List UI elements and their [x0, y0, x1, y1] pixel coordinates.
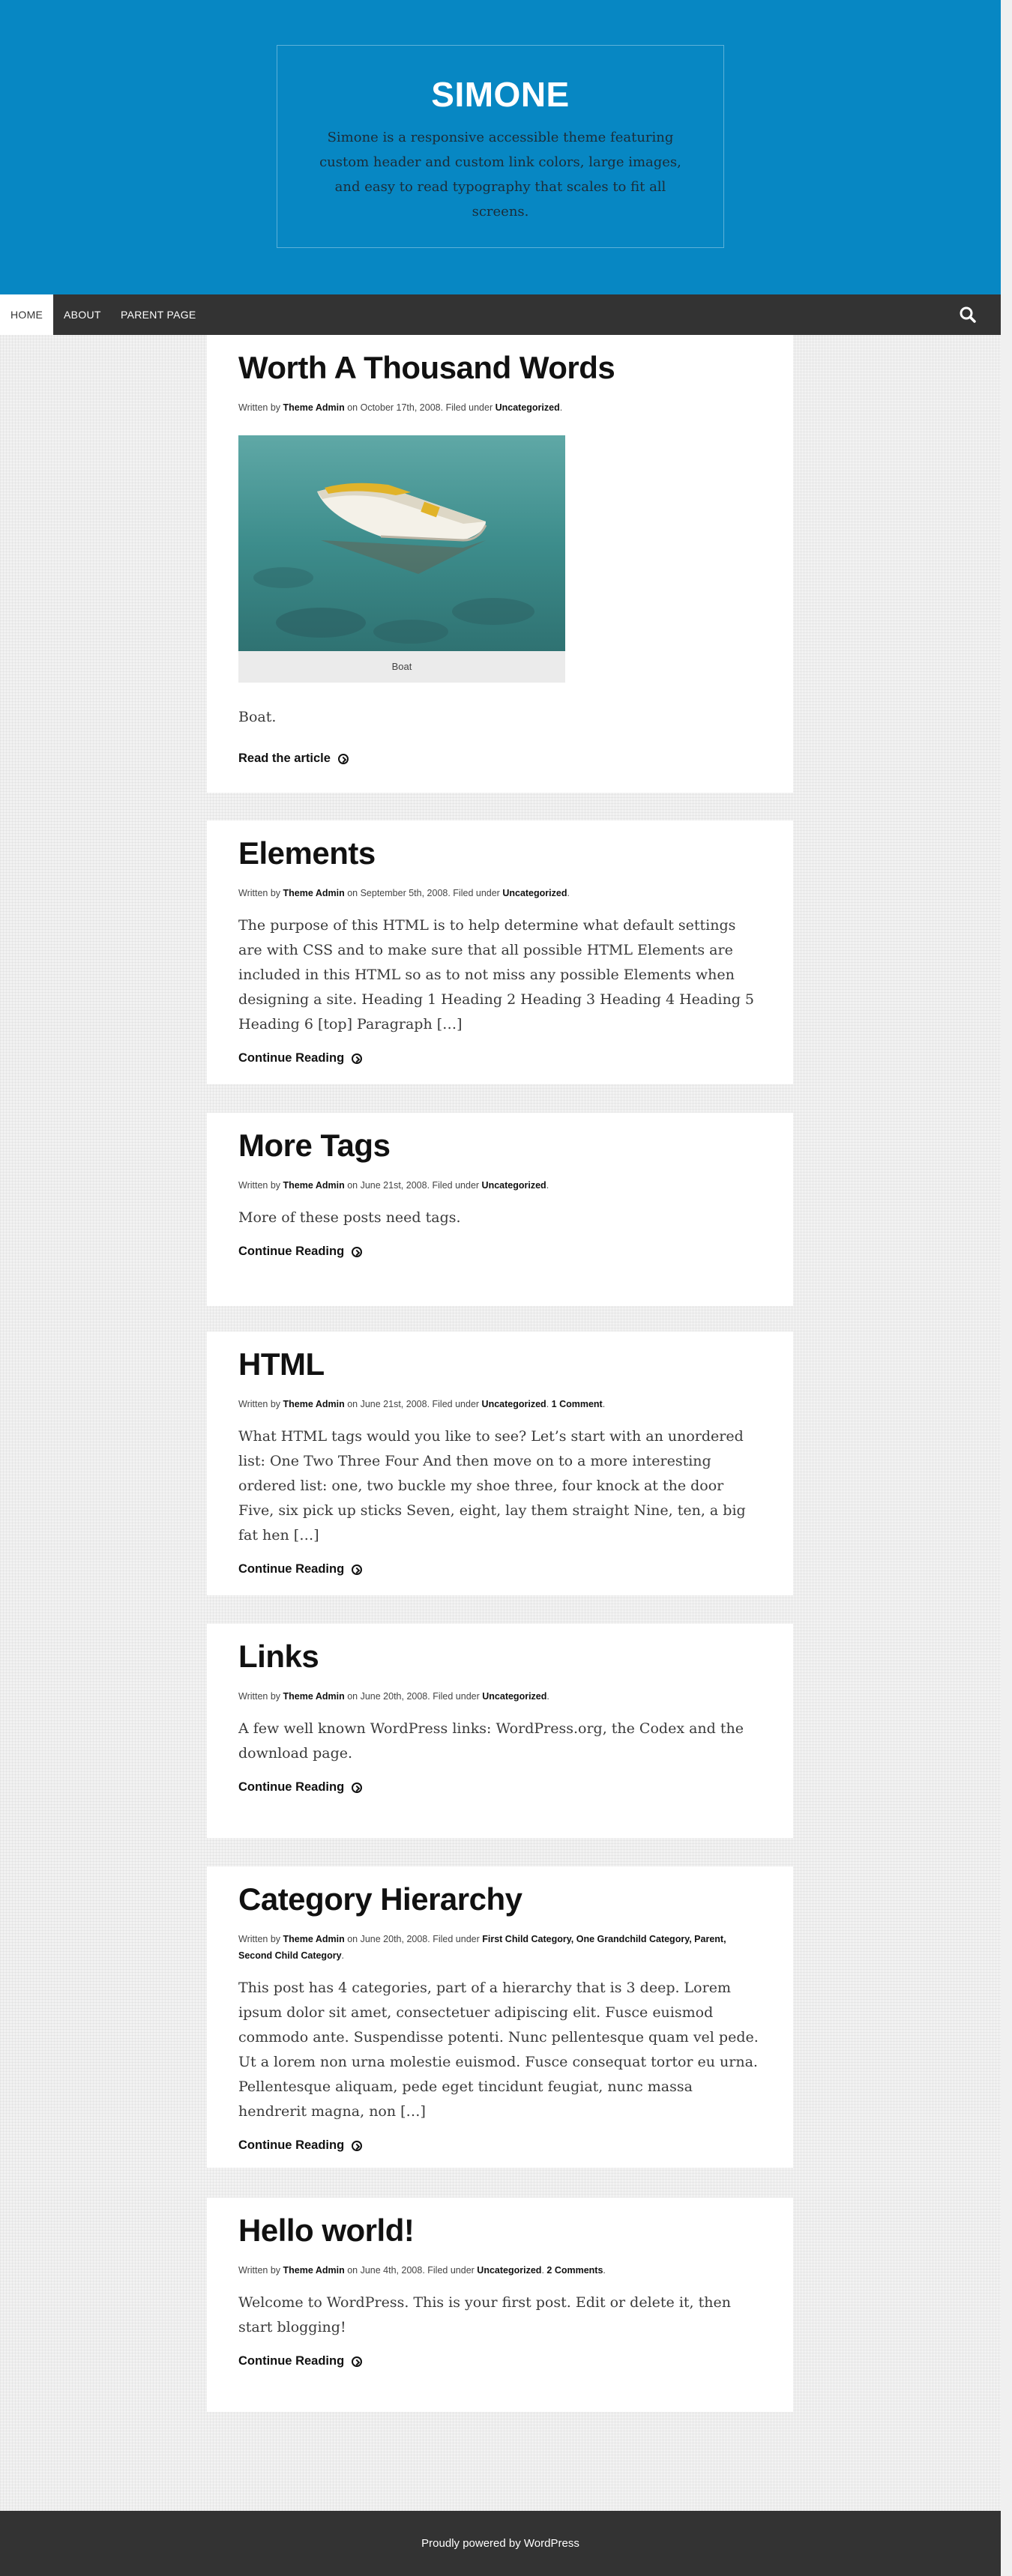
post-date: June 20th, 2008 — [360, 1934, 428, 1944]
arrow-circle-right-icon — [352, 1783, 362, 1793]
post-categories[interactable]: Uncategorized — [481, 1180, 546, 1191]
post-author[interactable]: Theme Admin — [283, 402, 345, 413]
continue-reading-link[interactable] — [238, 1051, 362, 1065]
continue-reading-label: Continue Reading — [238, 2138, 345, 2152]
site-header — [0, 0, 1001, 294]
meta-on: on — [347, 1399, 358, 1409]
post-meta: Written by Theme Admin on June 4th, 2008. Filed under Uncategorized. 2 Comments. — [238, 2265, 606, 2276]
post-date: June 20th, 2008 — [360, 1691, 428, 1702]
arrow-circle-right-icon — [352, 1247, 362, 1257]
post-excerpt: Boat. — [238, 709, 277, 725]
read-article-label: Read the article — [238, 752, 331, 765]
meta-filed-under: Filed under — [433, 1691, 480, 1702]
post-worth-a-thousand-words — [207, 335, 793, 793]
arrow-circle-right-icon — [352, 2141, 362, 2151]
post-categories[interactable]: First Child Category, One Grandchild Category, Parent, Second Child Category — [238, 1934, 726, 1961]
continue-reading-link[interactable] — [238, 2138, 362, 2153]
post-title[interactable]: Links — [238, 1639, 319, 1674]
post-comments-link[interactable]: 2 Comments — [546, 2265, 603, 2276]
meta-filed-under: Filed under — [445, 402, 493, 413]
nav-item-home[interactable]: HOME — [0, 294, 53, 335]
arrow-circle-right-icon — [352, 1564, 362, 1575]
post-meta: Written by Theme Admin on June 21st, 2008. Filed under Uncategorized. — [238, 1180, 549, 1191]
post-date: June 4th, 2008 — [360, 2265, 423, 2276]
footer-credit[interactable]: Proudly powered by WordPress — [421, 2537, 579, 2550]
post-more-tags — [207, 1113, 793, 1306]
site-branding — [277, 45, 724, 248]
meta-written-by: Written by — [238, 1180, 281, 1191]
continue-reading-label: Continue Reading — [238, 2354, 345, 2368]
post-categories[interactable]: Uncategorized — [482, 1691, 547, 1702]
site-title[interactable]: SIMONE — [431, 75, 570, 114]
meta-on: on — [347, 1691, 358, 1702]
post-title[interactable]: Elements — [238, 835, 376, 871]
post-author[interactable]: Theme Admin — [283, 2265, 345, 2276]
continue-reading-link[interactable] — [238, 2354, 362, 2368]
meta-on: on — [347, 1934, 358, 1944]
post-author[interactable]: Theme Admin — [283, 888, 345, 898]
post-excerpt: Welcome to WordPress. This is your first post. Edit or delete it, then start blogging! — [238, 2294, 731, 2335]
meta-filed-under: Filed under — [432, 1399, 480, 1409]
meta-written-by: Written by — [238, 1399, 281, 1409]
post-date: October 17th, 2008 — [360, 402, 441, 413]
meta-filed-under: Filed under — [433, 1934, 480, 1944]
site-footer — [0, 2511, 1001, 2576]
post-title[interactable]: Hello world! — [238, 2213, 415, 2248]
meta-written-by: Written by — [238, 2265, 281, 2276]
post-title[interactable]: More Tags — [238, 1128, 391, 1163]
post-links — [207, 1624, 793, 1838]
post-title[interactable]: HTML — [238, 1346, 325, 1382]
post-categories[interactable]: Uncategorized — [477, 2265, 542, 2276]
post-meta: Written by Theme Admin on September 5th, 2008. Filed under Uncategorized. — [238, 888, 570, 898]
site-tagline: Simone is a responsive accessible theme featuring custom header and custom link colors, large images, and easy to read typography that scales to fit all screens. — [319, 130, 681, 220]
continue-reading-label: Continue Reading — [238, 1051, 345, 1065]
post-author[interactable]: Theme Admin — [283, 1399, 345, 1409]
post-category-hierarchy — [207, 1866, 793, 2168]
post-excerpt: The purpose of this HTML is to help determine what default settings are with CSS and to make sure that all possible HTML Elements are included in this HTML so as to not miss any possible Elements when designing a site. Heading 1 Heading 2 Heading 3 Heading 4 Heading 5 Heading 6 [top] Paragraph […] — [238, 917, 754, 1032]
arrow-circle-right-icon — [338, 754, 349, 764]
meta-filed-under: Filed under — [432, 1180, 480, 1191]
continue-reading-link[interactable] — [238, 1780, 362, 1795]
meta-written-by: Written by — [238, 402, 281, 413]
post-meta: Written by Theme Admin on October 17th, 2008. Filed under Uncategorized. — [238, 402, 563, 413]
meta-filed-under: Filed under — [453, 888, 500, 898]
continue-reading-label: Continue Reading — [238, 1562, 345, 1576]
post-hello-world — [207, 2198, 793, 2412]
post-meta: Written by Theme Admin on June 21st, 2008. Filed under Uncategorized. 1 Comment. — [238, 1399, 606, 1409]
post-excerpt: This post has 4 categories, part of a hierarchy that is 3 deep. Lorem ipsum dolor sit amet, consectetuer adipiscing elit. Fusce euismod commodo ante. Suspendisse potenti. Nunc pellentesque quam vel pede. Ut a lorem non urna molestie euismod. Fusce consequat tortor eu urna. Pellentesque aliquam, pede eget tincidunt feugiat, nunc massa hendrerit magna, non […] — [238, 1980, 759, 2120]
continue-reading-label: Continue Reading — [238, 1780, 345, 1794]
post-meta: Written by Theme Admin on June 20th, 2008. Filed under Uncategorized. — [238, 1691, 549, 1702]
meta-on: on — [347, 402, 358, 413]
nav-item-about[interactable]: ABOUT — [64, 309, 101, 321]
meta-written-by: Written by — [238, 888, 281, 898]
post-title[interactable]: Worth A Thousand Words — [238, 350, 615, 385]
post-date: September 5th, 2008 — [360, 888, 448, 898]
continue-reading-link[interactable] — [238, 1562, 362, 1576]
image-caption: Boat — [238, 651, 565, 683]
post-author[interactable]: Theme Admin — [283, 1180, 345, 1191]
post-html — [207, 1331, 793, 1595]
post-author[interactable]: Theme Admin — [283, 1934, 345, 1944]
post-excerpt: What HTML tags would you like to see? Let’s start with an unordered list: One Two Three Four And then move on to a more interesting ordered list: one, two buckle my shoe three, four knock at the door Five, six pick up sticks Seven, eight, lay them straight Nine, ten, a big fat hen […] — [238, 1428, 746, 1544]
search-icon[interactable] — [957, 304, 978, 325]
continue-reading-link[interactable] — [238, 1245, 362, 1259]
meta-written-by: Written by — [238, 1934, 281, 1944]
arrow-circle-right-icon — [352, 2356, 362, 2367]
meta-filed-under: Filed under — [427, 2265, 475, 2276]
scrollbar[interactable] — [1001, 0, 1012, 2576]
main-navigation — [0, 294, 1001, 335]
meta-on: on — [347, 888, 358, 898]
post-excerpt: More of these posts need tags. — [238, 1209, 461, 1226]
post-title[interactable]: Category Hierarchy — [238, 1881, 522, 1917]
read-article-link[interactable] — [238, 752, 349, 766]
meta-on: on — [347, 2265, 358, 2276]
post-categories[interactable]: Uncategorized — [481, 1399, 546, 1409]
meta-on: on — [347, 1180, 358, 1191]
post-excerpt: A few well known WordPress links: WordPress.org, the Codex and the download page. — [238, 1720, 744, 1762]
post-elements — [207, 820, 793, 1084]
post-categories[interactable]: Uncategorized — [495, 402, 560, 413]
continue-reading-label: Continue Reading — [238, 1245, 345, 1258]
nav-item-parent-page[interactable]: PARENT PAGE — [121, 309, 196, 321]
post-meta: Written by Theme Admin on June 20th, 2008. Filed under First Child Category, One Grandchild Category, Parent, Second Child Category. — [238, 1934, 726, 1961]
post-date: June 21st, 2008 — [360, 1399, 427, 1409]
meta-written-by: Written by — [238, 1691, 281, 1702]
post-categories[interactable]: Uncategorized — [502, 888, 567, 898]
arrow-circle-right-icon — [352, 1053, 362, 1064]
post-date: June 21st, 2008 — [360, 1180, 427, 1191]
post-figure — [238, 435, 565, 683]
boat-image[interactable] — [238, 435, 565, 651]
post-author[interactable]: Theme Admin — [283, 1691, 345, 1702]
post-comments-link[interactable]: 1 Comment — [551, 1399, 603, 1409]
